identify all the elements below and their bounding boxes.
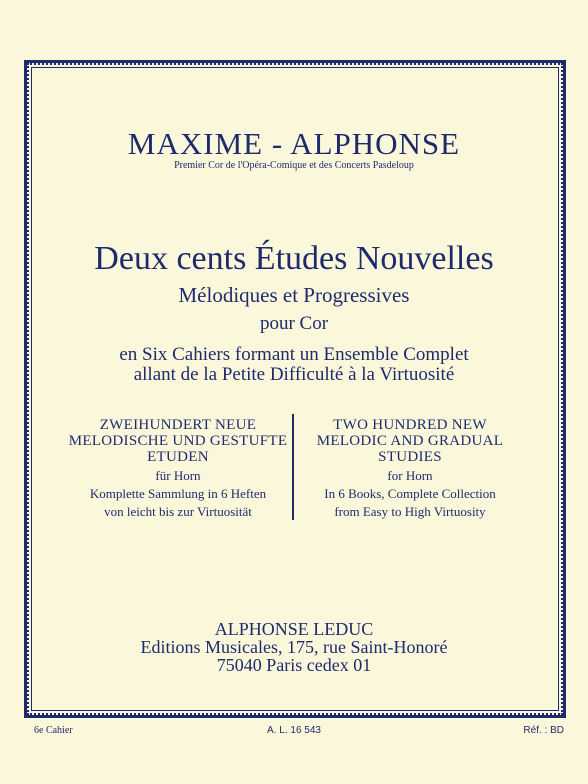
english-line-4: for Horn: [387, 468, 433, 483]
author-name: MAXIME - ALPHONSE: [127, 126, 461, 161]
english-line-6: from Easy to High Virtuosity: [334, 504, 486, 519]
german-line-6: von leicht bis zur Virtuosität: [104, 504, 252, 519]
english-line-5: In 6 Books, Complete Collection: [324, 486, 496, 501]
english-line-3: STUDIES: [378, 449, 442, 465]
instrument-line: pour Cor: [259, 313, 329, 334]
german-line-1: ZWEIHUNDERT NEUE: [99, 417, 257, 433]
catalog-number: A. L. 16 543: [267, 725, 321, 736]
german-line-5: Komplette Sammlung in 6 Heften: [89, 486, 267, 501]
publisher-address-1: Editions Musicales, 175, rue Saint-Honoré: [140, 637, 448, 657]
subtitle: Mélodiques et Progressives: [178, 283, 410, 307]
reference-label: Réf. : BD: [523, 725, 564, 736]
english-line-2: MELODIC AND GRADUAL: [316, 433, 504, 449]
english-line-1: TWO HUNDRED NEW: [333, 417, 487, 433]
column-divider: [292, 414, 294, 520]
main-title: Deux cents Études Nouvelles: [94, 240, 494, 277]
description-line-2: allant de la Petite Difficulté à la Virtuosité: [133, 364, 455, 385]
author-subtitle: Premier Cor de l'Opéra-Comique et des Concerts Pasdeloup: [174, 160, 414, 171]
publisher-name: ALPHONSE LEDUC: [214, 619, 374, 639]
german-column: [68, 417, 288, 521]
german-line-4: für Horn: [155, 468, 201, 483]
publisher-address-2: 75040 Paris cedex 01: [216, 655, 372, 675]
description-line-1: en Six Cahiers formant un Ensemble Complet: [119, 344, 469, 365]
german-line-3: ETUDEN: [147, 449, 209, 465]
cahier-label: 6e Cahier: [34, 725, 73, 736]
english-column: [300, 417, 520, 521]
german-line-2: MELODISCHE UND GESTUFTE: [68, 433, 288, 449]
